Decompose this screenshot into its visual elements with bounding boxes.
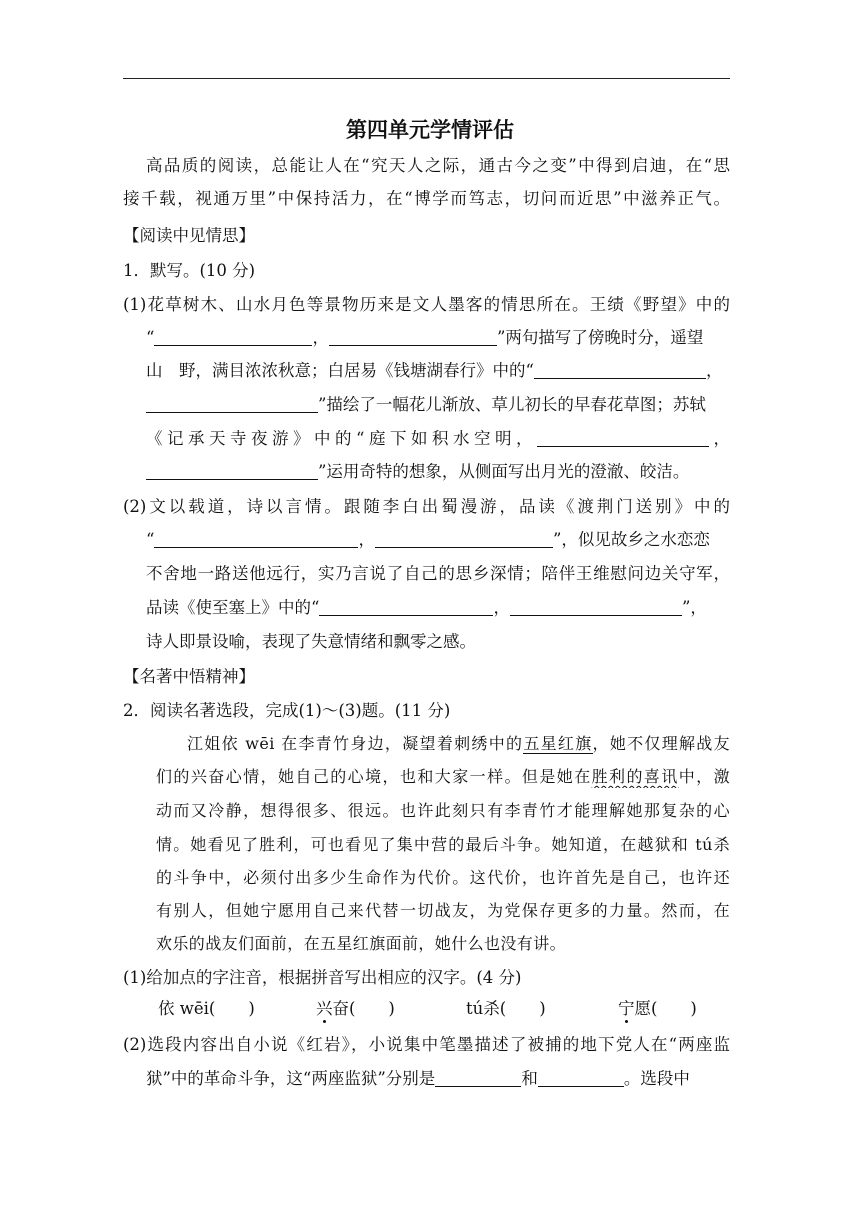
- item-text: tú杀(: [466, 999, 507, 1018]
- passage-line-5: 的斗争中，必须付出多少生命作为代价。这代价，也许首先是自己，也许还: [156, 868, 730, 887]
- pinyin-item[interactable]: [618, 998, 697, 1020]
- line-text: 品读《使至塞上》中的“: [146, 598, 320, 617]
- intro-line-2: 接千载，视通万里”中保持活力，在“博学而笃志，切问而近思”中滋养正气。: [123, 189, 730, 208]
- q2-sub2-line-1: (2)选段内容出自小说《红岩》，小说集中笔墨描述了被捕的地下党人在“两座监: [123, 1035, 730, 1054]
- question-2-heading: 2．阅读名著选段，完成(1)～(3)题。(11 分): [123, 701, 451, 720]
- line-text: 《记承天寺夜游》中的“庭下如积水空明，: [146, 429, 537, 448]
- q1-p2-line-3: 不舍地一路送他远行，实乃言说了自己的思乡深情；陪伴王维慰问边关守军，: [146, 564, 730, 583]
- answer-blank[interactable]: [534, 362, 706, 379]
- answer-blank[interactable]: [154, 531, 358, 548]
- pinyin-item[interactable]: [466, 998, 546, 1020]
- q2-sub2-line-2: [146, 1068, 730, 1090]
- item-text: ): [506, 999, 546, 1018]
- intro-line-1: 高品质的阅读，总能让人在“究天人之际，通古今之变”中得到启迪，在“思: [146, 156, 730, 175]
- comma: ，: [709, 429, 730, 448]
- answer-blank[interactable]: [146, 396, 318, 413]
- q1-p2-line-2: [146, 529, 730, 551]
- answer-blank[interactable]: [375, 531, 553, 548]
- passage-text: 们的: [156, 767, 191, 786]
- quote-open: “: [146, 328, 155, 347]
- comma: ，: [312, 328, 329, 347]
- q1-p1-line-2: [146, 327, 730, 349]
- line-text: ”运用奇特的想象，从侧面写出月光的澄澈、皎洁。: [318, 462, 690, 481]
- answer-blank[interactable]: [538, 1070, 624, 1087]
- q2-sub1-text: (1)给加点的字注音，根据拼音写出相应的汉字。(4 分): [123, 968, 522, 987]
- q1-p1-line-5: [146, 428, 730, 450]
- line-text: ”两句描写了傍晚时分，遥望: [496, 328, 704, 347]
- passage-line-4: 情。她看见了胜利，可也看见了集中营的最后斗争。她知道，在越狱和 tú杀: [156, 835, 730, 854]
- section-heading-classics: 【名著中悟精神】: [123, 667, 255, 686]
- line-text: ”，: [681, 598, 707, 617]
- comma: ，: [493, 598, 510, 617]
- q1-p1-line-1: (1)花草树木、山水月色等景物历来是文人墨客的情思所在。王绩《野望》中的: [123, 295, 730, 314]
- dotted-char: 宁: [618, 999, 635, 1018]
- passage-line-3: 动而又冷静，想得很多、很远。也许此刻只有李青竹才能理解她那复杂的心: [156, 801, 730, 820]
- answer-blank[interactable]: [154, 329, 312, 346]
- q1-p1-line-3: [146, 360, 730, 382]
- dotted-char: 兴: [316, 999, 333, 1018]
- q1-p1-line-6: [146, 461, 730, 483]
- passage-text: ，她不仅理解战友: [592, 734, 730, 753]
- answer-blank[interactable]: [329, 329, 497, 346]
- line-text: ”描绘了一幅花儿渐放、草儿初长的早春花草图；苏轼: [318, 395, 706, 414]
- q1-p2-line-1: (2)文以载道，诗以言情。跟随李白出蜀漫游，品读《渡荆门送别》中的: [123, 497, 730, 516]
- answer-blank[interactable]: [319, 599, 493, 616]
- answer-blank[interactable]: [435, 1070, 521, 1087]
- passage-text: 江姐依 wēi 在李青竹身边，凝望着刺绣中的: [187, 734, 524, 753]
- line-text: 和: [521, 1069, 538, 1088]
- question-1-heading: 1．默写。(10 分): [123, 261, 256, 280]
- comma: ，: [705, 361, 723, 380]
- passage-line-6: [156, 900, 730, 922]
- item-text: ): [215, 999, 255, 1018]
- passage-text: 中，激: [678, 767, 730, 786]
- answer-blank[interactable]: [510, 599, 682, 616]
- underlined-phrase: 五星红旗: [523, 734, 593, 753]
- line-text: 山 野，满目浓浓秋意；白居易《钱塘湖春行》中的“: [146, 361, 534, 380]
- page-title: 第四单元学情评估: [346, 118, 514, 142]
- line-text: ”，似见故乡之水恋恋: [552, 530, 710, 549]
- q1-p1-line-4: [146, 394, 730, 416]
- comma: ，: [358, 530, 375, 549]
- passage-line-2: [156, 766, 730, 788]
- answer-blank[interactable]: [537, 430, 709, 447]
- passage-text: 有别人，但她: [156, 901, 261, 920]
- pinyin-item[interactable]: [316, 998, 395, 1020]
- item-text: 依 wēi(: [158, 999, 216, 1018]
- dotted-char: 兴: [190, 767, 209, 786]
- item-text: 奋( ): [332, 999, 395, 1018]
- passage-text: 愿用自己来代替一切战友，为党保存更多的力量。然而，在: [277, 901, 730, 920]
- item-text: 愿( ): [634, 999, 697, 1018]
- section-heading-reading: 【阅读中见情思】: [123, 226, 255, 245]
- dotted-char: 宁: [260, 901, 278, 920]
- answer-blank[interactable]: [146, 463, 318, 480]
- pinyin-item[interactable]: [158, 998, 255, 1020]
- passage-text: 奋心情，她自己的心境，也和大家一样。但是她在: [208, 767, 592, 786]
- quote-open: “: [146, 530, 155, 549]
- passage-line-7: 欢乐的战友们面前，在五星红旗面前，她什么也没有讲。: [156, 934, 567, 953]
- q1-p2-line-5: 诗人即景设喻，表现了失意情绪和飘零之感。: [146, 632, 476, 651]
- passage-line-1: [187, 733, 730, 755]
- top-rule: [123, 78, 730, 79]
- line-text: 。选段中: [623, 1069, 690, 1088]
- wavy-phrase: 胜利的喜讯: [591, 767, 679, 786]
- line-text: 狱”中的革命斗争，这“两座监狱”分别是: [146, 1069, 436, 1088]
- q1-p2-line-4: [146, 597, 730, 619]
